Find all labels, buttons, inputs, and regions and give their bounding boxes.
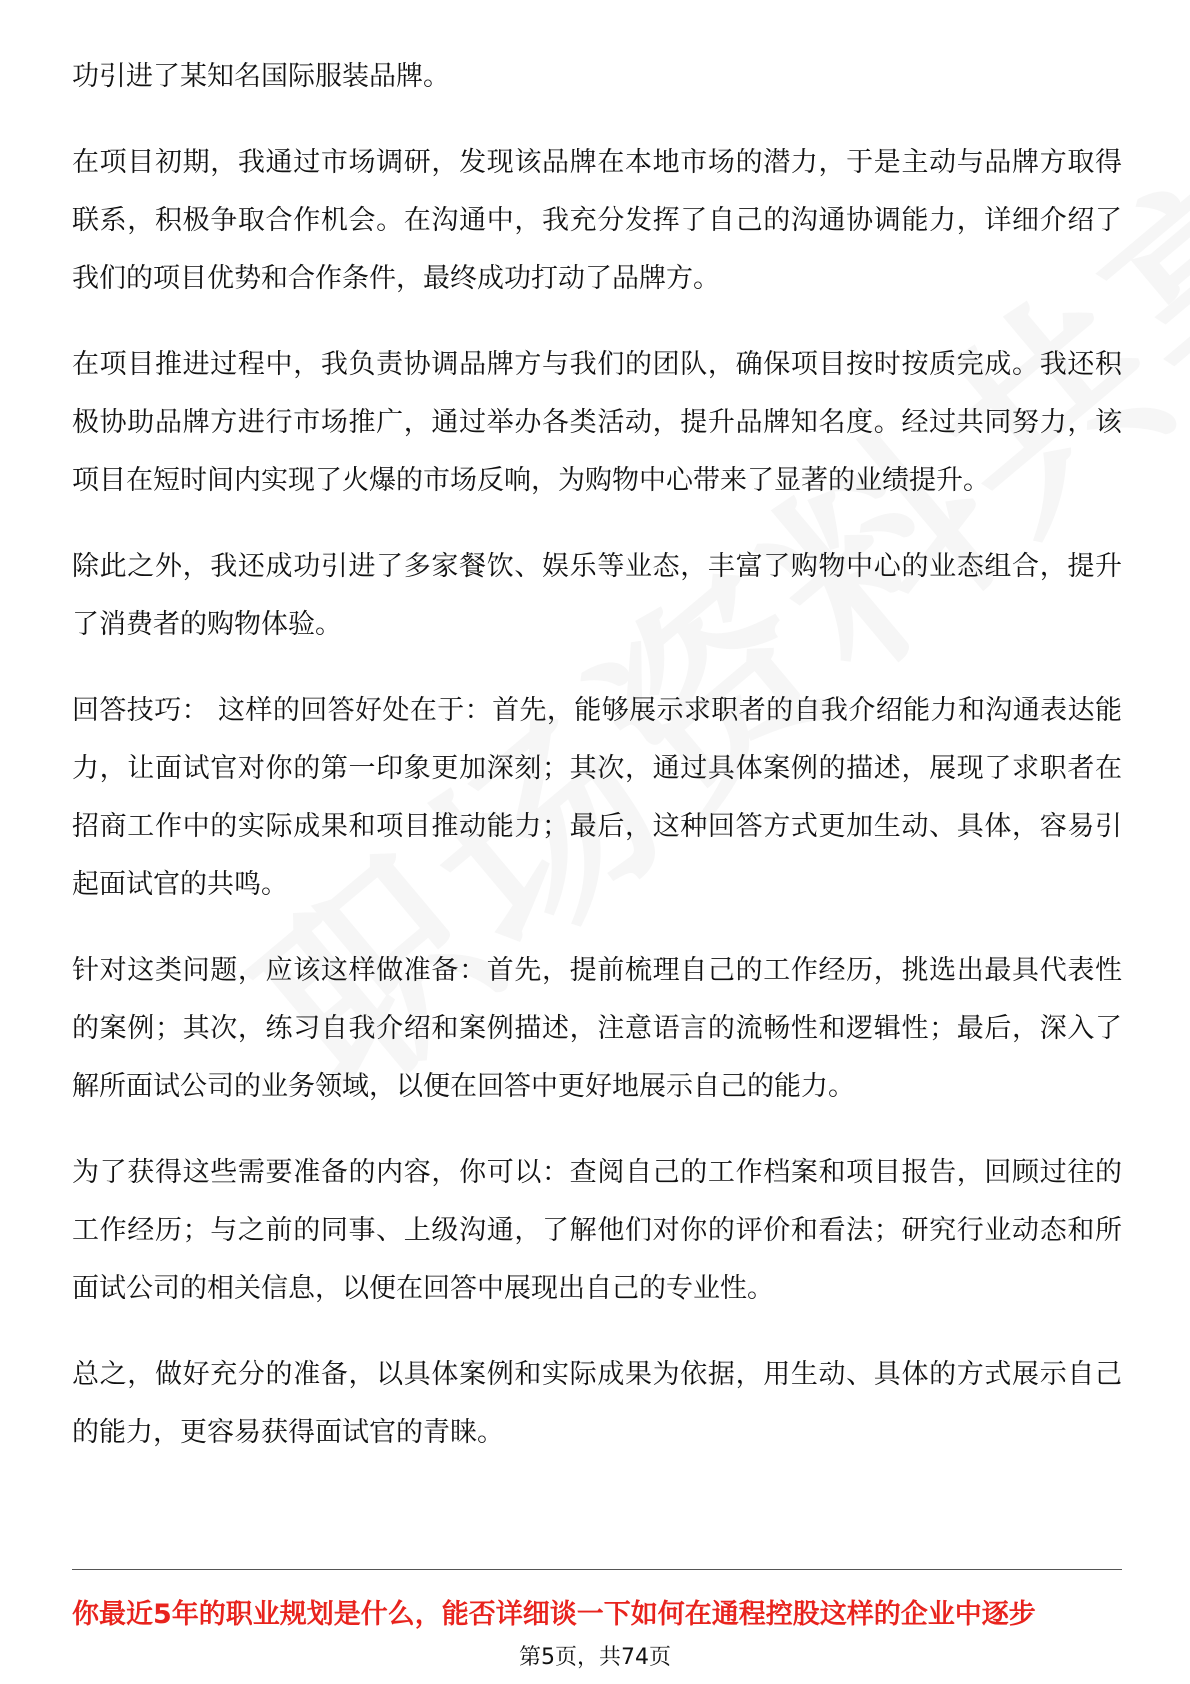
paragraph: 针对这类问题，应该这样做准备：首先，提前梳理自己的工作经历，挑选出最具代表性的案例；其次，练习自我介绍和案例描述，注意语言的流畅性和逻辑性；最后，深入了解所面试公司的业务领域，以便在回答中更好地展示自己的能力。 xyxy=(72,955,1122,1102)
next-question-heading: 你最近5年的职业规划是什么，能否详细谈一下如何在通程控股这样的企业中逐步 xyxy=(72,1599,1036,1630)
paragraph: 在项目推进过程中，我负责协调品牌方与我们的团队，确保项目按时按质完成。我还积极协助品牌方进行市场推广，通过举办各类活动，提升品牌知名度。经过共同努力，该项目在短时间内实现了火爆的市场反响，为购物中心带来了显著的业绩提升。 xyxy=(72,349,1122,496)
footer-divider xyxy=(72,1569,1122,1570)
paragraph: 除此之外，我还成功引进了多家餐饮、娱乐等业态，丰富了购物中心的业态组合，提升了消费者的购物体验。 xyxy=(72,551,1122,640)
paragraph: 功引进了某知名国际服装品牌。 xyxy=(72,61,450,92)
paragraph: 在项目初期，我通过市场调研，发现该品牌在本地市场的潜力，于是主动与品牌方取得联系，积极争取合作机会。在沟通中，我充分发挥了自己的沟通协调能力，详细介绍了我们的项目优势和合作条件，最终成功打动了品牌方。 xyxy=(72,147,1122,294)
page-number: 第5页，共74页 xyxy=(519,1645,671,1670)
conclusion-paragraph: 总之，做好充分的准备，以具体案例和实际成果为依据，用生动、具体的方式展示自己的能力，更容易获得面试官的青睐。 xyxy=(72,1359,1122,1448)
document-body xyxy=(72,48,1122,1490)
answer-tips-paragraph: 回答技巧： 这样的回答好处在于：首先，能够展示求职者的自我介绍能力和沟通表达能力，让面试官对你的第一印象更加深刻；其次，通过具体案例的描述，展现了求职者在招商工作中的实际成果和项目推动能力；最后，这种回答方式更加生动、具体，容易引起面试官的共鸣。 xyxy=(72,695,1122,900)
paragraph: 为了获得这些需要准备的内容，你可以：查阅自己的工作档案和项目报告，回顾过往的工作经历；与之前的同事、上级沟通，了解他们对你的评价和看法；研究行业动态和所面试公司的相关信息，以便在回答中展现出自己的专业性。 xyxy=(72,1157,1122,1304)
